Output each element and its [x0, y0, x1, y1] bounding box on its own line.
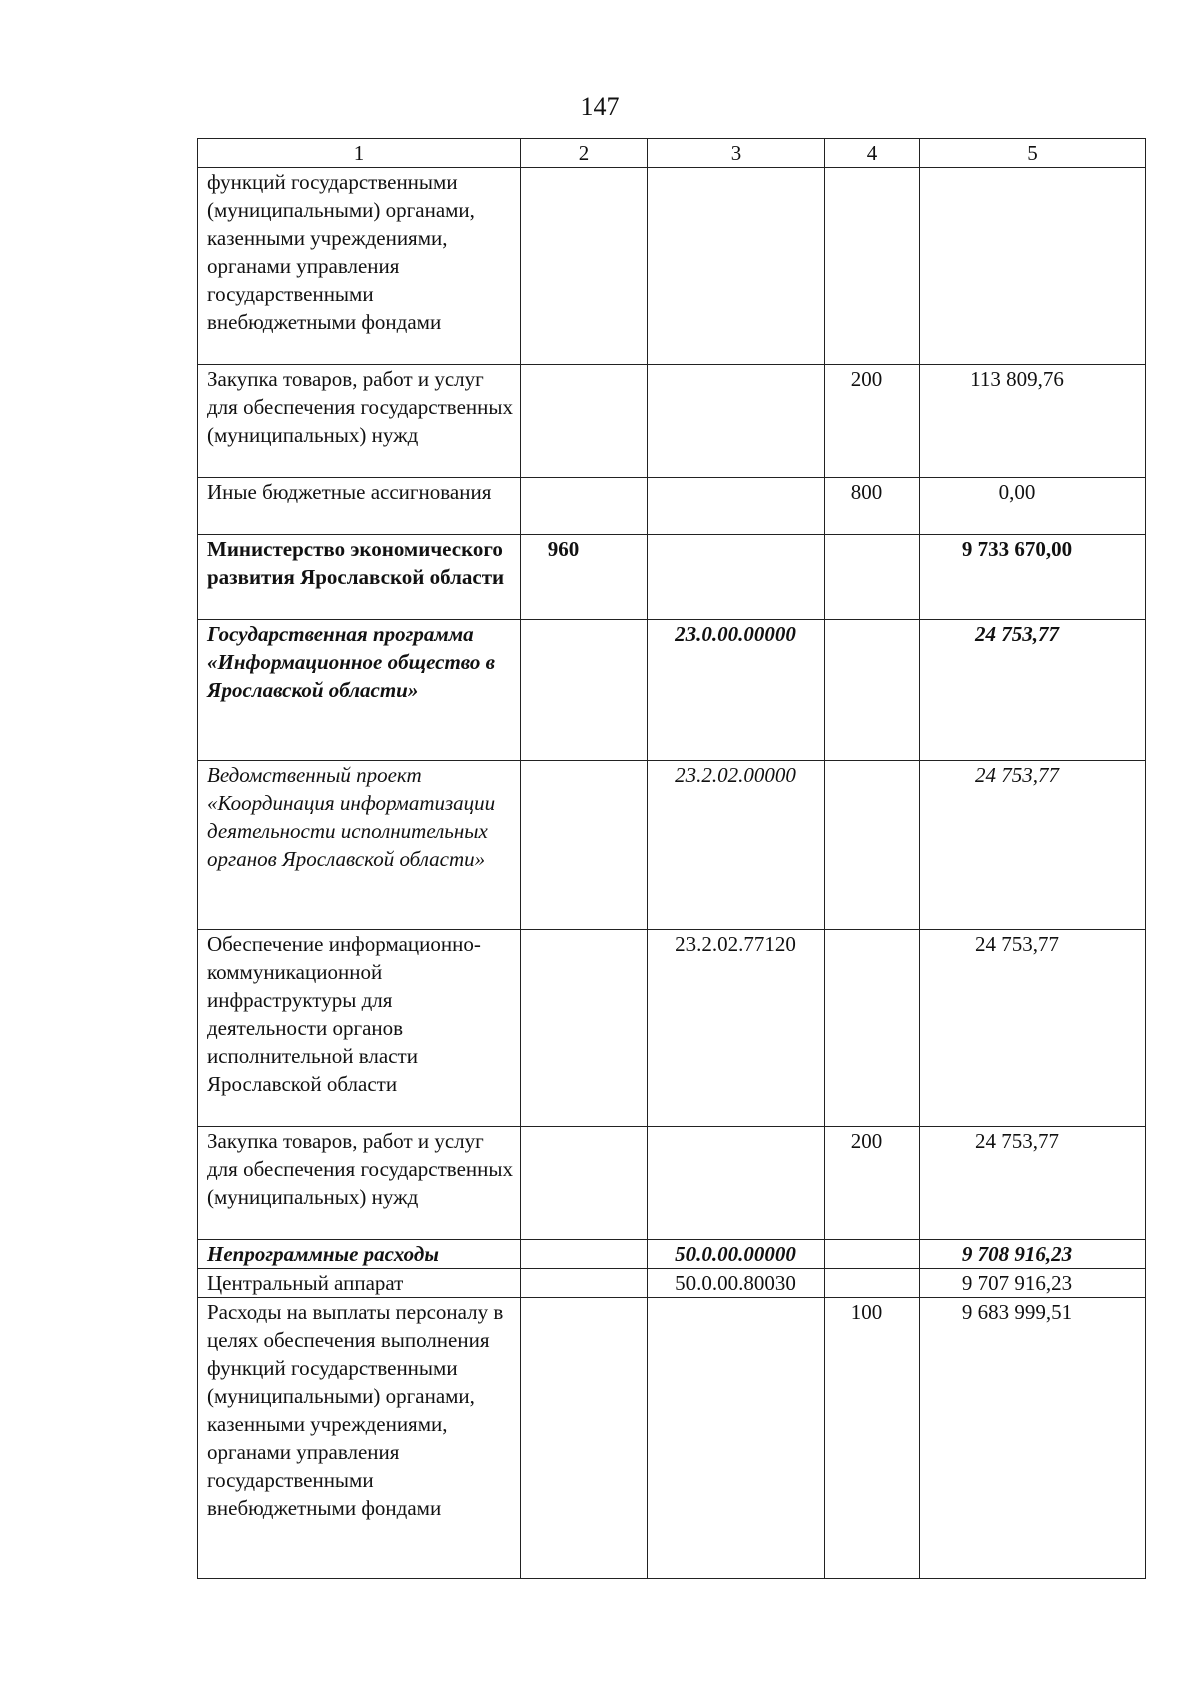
target-article-cell: 23.2.02.00000 [648, 761, 825, 930]
target-article-cell [648, 535, 825, 620]
table-row [198, 478, 1146, 535]
ministry-code-cell [521, 761, 648, 930]
ministry-code-cell: 960 [521, 535, 648, 620]
row-name-cell: Министерство экономического развития Ярославской области [198, 535, 521, 620]
row-name-cell: Расходы на выплаты персоналу в целях обеспечения выполнения функций государственными (муниципальными) органами, казенными учреждениями, органами управления государственными внебюджетными фондами [198, 1298, 521, 1579]
amount-cell: 24 753,77 [920, 1127, 1146, 1240]
ministry-code-cell [521, 1269, 648, 1298]
table-row [198, 1127, 1146, 1240]
table-row [198, 930, 1146, 1127]
table-row [198, 1298, 1146, 1579]
target-article-cell: 50.0.00.80030 [648, 1269, 825, 1298]
header-cell: 3 [648, 139, 825, 168]
table-row [198, 1240, 1146, 1269]
header-cell: 1 [198, 139, 521, 168]
expense-type-cell [825, 1269, 920, 1298]
amount-cell: 9 707 916,23 [920, 1269, 1146, 1298]
amount-cell: 9 708 916,23 [920, 1240, 1146, 1269]
expense-type-cell: 200 [825, 365, 920, 478]
expense-type-cell [825, 1240, 920, 1269]
target-article-cell: 23.0.00.00000 [648, 620, 825, 761]
target-article-cell [648, 1127, 825, 1240]
row-name-cell: Государственная программа «Информационное общество в Ярославской области» [198, 620, 521, 761]
row-name-cell: Ведомственный проект «Координация информатизации деятельности исполнительных органов Ярославской области» [198, 761, 521, 930]
amount-cell: 0,00 [920, 478, 1146, 535]
expense-type-cell [825, 620, 920, 761]
ministry-code-cell [521, 365, 648, 478]
expense-type-cell: 200 [825, 1127, 920, 1240]
header-cell: 2 [521, 139, 648, 168]
target-article-cell [648, 1298, 825, 1579]
target-article-cell: 50.0.00.00000 [648, 1240, 825, 1269]
amount-cell: 113 809,76 [920, 365, 1146, 478]
row-name-cell: Иные бюджетные ассигнования [198, 478, 521, 535]
expense-type-cell [825, 761, 920, 930]
ministry-code-cell [521, 1298, 648, 1579]
target-article-cell [648, 168, 825, 365]
amount-cell [920, 168, 1146, 365]
row-name-cell: Непрограммные расходы [198, 1240, 521, 1269]
header-cell: 5 [920, 139, 1146, 168]
row-name-cell: функций государственными (муниципальными) органами, казенными учреждениями, органами управления государственными внебюджетными фондами [198, 168, 521, 365]
amount-cell: 9 683 999,51 [920, 1298, 1146, 1579]
ministry-code-cell [521, 1240, 648, 1269]
expense-type-cell: 800 [825, 478, 920, 535]
expense-type-cell: 100 [825, 1298, 920, 1579]
expense-type-cell [825, 930, 920, 1127]
page-number: 147 [580, 92, 620, 121]
row-name-cell: Центральный аппарат [198, 1269, 521, 1298]
ministry-code-cell [521, 930, 648, 1127]
table-row [198, 365, 1146, 478]
table-row [198, 535, 1146, 620]
row-name-cell: Закупка товаров, работ и услуг для обеспечения государственных (муниципальных) нужд [198, 365, 521, 478]
table-row [198, 168, 1146, 365]
row-name-cell: Обеспечение информационно-коммуникационной инфраструктуры для деятельности органов исполнительной власти Ярославской области [198, 930, 521, 1127]
amount-cell: 24 753,77 [920, 930, 1146, 1127]
table-header-row [198, 139, 1146, 168]
budget-table [197, 138, 1146, 1579]
expense-type-cell [825, 168, 920, 365]
header-cell: 4 [825, 139, 920, 168]
ministry-code-cell [521, 478, 648, 535]
target-article-cell [648, 478, 825, 535]
row-name-cell: Закупка товаров, работ и услуг для обеспечения государственных (муниципальных) нужд [198, 1127, 521, 1240]
ministry-code-cell [521, 620, 648, 761]
target-article-cell [648, 365, 825, 478]
table-row [198, 620, 1146, 761]
expense-type-cell [825, 535, 920, 620]
amount-cell: 24 753,77 [920, 620, 1146, 761]
target-article-cell: 23.2.02.77120 [648, 930, 825, 1127]
table-row [198, 1269, 1146, 1298]
ministry-code-cell [521, 1127, 648, 1240]
amount-cell: 9 733 670,00 [920, 535, 1146, 620]
amount-cell: 24 753,77 [920, 761, 1146, 930]
ministry-code-cell [521, 168, 648, 365]
table-row [198, 761, 1146, 930]
